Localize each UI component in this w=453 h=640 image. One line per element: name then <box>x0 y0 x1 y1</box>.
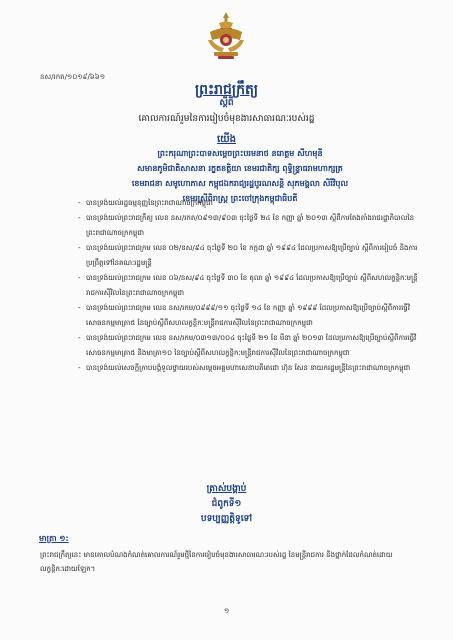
decides-heading: ត្រាស់បង្គាប់ <box>206 484 247 494</box>
consideration-item: - បានទ្រង់យល់សេចក្ដីក្រាបបង្គំទូលថ្វាយរបស់សម្ដេចអគ្គមហាសេនាបតីតេជោ ហ៊ុន សែន នាយករដ្ឋមន្ត្រីនៃព្រះរាជាណាចក្រកម្ពុជា <box>78 361 418 376</box>
royal-title-line: ព្រះករុណាព្រះបាទសម្ដេចព្រះបរមនាថ នរោត្ដម សីហមុនី <box>157 149 323 158</box>
consideration-item: - បានទ្រង់យល់រដ្ឋធម្មនុញ្ញនៃព្រះរាជាណាចក្រកម្ពុជា <box>78 196 418 211</box>
consideration-item: - បានទ្រង់យល់ព្រះរាជក្រម លេខ ០២/នស/៩៤ ចុះថ្ងៃទី ២០ ខែ កក្កដា ឆ្នាំ ១៩៩៤ ដែលប្រកាសឱ្យប្រើច្បាប់ ស្ដីពីការរៀបចំ និងការប្រព្រឹត្តទៅនៃគណៈរដ្ឋមន្ត្រី <box>78 241 418 271</box>
page-number: ១ <box>223 607 230 615</box>
article-text: ព្រះរាជក្រឹត្យនេះ មានគោលបំណងកំណត់គោលការណ៍រួមថ្មីនៃការរៀបចំមុខងារសាធារណៈរបស់រដ្ឋ នៃមន្ត្រីរាជការ និងថ្នាក់ដែលកំណត់ដោយលក្ខន្តិកៈដោយឡែក។ <box>40 551 393 573</box>
consideration-item: - បានទ្រង់យល់ព្រះរាជក្រឹត្យ លេខ នស/រកត/០៩១៣/៩០៣ ចុះថ្ងៃទី ២៤ ខែ កញ្ញា ឆ្នាំ ២០១៣ ស្ដីពីការតែងតាំងរាជរដ្ឋាភិបាលនៃព្រះរាជាណាចក្រកម្ពុជា <box>78 211 418 241</box>
consideration-item: - បានទ្រង់យល់ព្រះរាជក្រម លេខ ០៦/នស/៩៤ ចុះថ្ងៃទី ៣០ ខែ តុលា ឆ្នាំ ១៩៩៤ ដែលប្រកាសឱ្យប្រើច្បាប់ ស្ដីពីសហលក្ខន្តិកៈមន្ត្រីរាជការស៊ីវិលនៃព្រះរាជាណាចក្រកម្ពុជា <box>78 271 418 301</box>
royal-title-line: ខេមរាជនា សមូហោភាស កម្ពុជឯករាជ្យរដ្ឋបូរណសន្តិ សុភមង្គលា សិរីវិបុល <box>131 179 349 188</box>
consideration-item: - បានទ្រង់យល់ព្រះរាជក្រម លេខ នស/រកម/០៩៩៩/១១ ចុះថ្ងៃទី ១៤ ខែ កញ្ញា ឆ្នាំ ១៩៩៩ ដែលប្រកាសឱ្យប្រើច្បាប់ស្ដីពីការធ្វើវិសោធនកម្មមាត្រា៥ នៃច្បាប់ស្ដីពីសហលក្ខន្តិកៈមន្ត្រីរាជការស៊ីវិលនៃព្រះរាជាណាចក្រកម្ពុជា <box>78 301 418 331</box>
royal-emblem-icon <box>202 10 250 62</box>
chapter-title: បទប្បញ្ញត្តិទូទៅ <box>200 514 253 524</box>
consideration-item: - បានទ្រង់យល់ព្រះរាជក្រម លេខ នស/រកម/០៣១៣/០០៤ ចុះថ្ងៃទី ២១ ខែ មីនា ឆ្នាំ ២០១៣ ដែលប្រកាសឱ្យប្រើច្បាប់ស្ដីពីការធ្វើវិសោធនកម្មមាត្រា៥ និងមាត្រា១០ នៃច្បាប់ស្ដីពីសហលក្ខន្តិកៈមន្ត្រីរាជការស៊ីវិលនៃព្រះរាជាណាចក្រកម្ពុជា <box>78 331 418 361</box>
considerations-list <box>78 196 418 376</box>
reference-number: នស/រកត/១០១៩/៦៦១ <box>40 73 106 81</box>
document-subject: គោលការណ៍រួមនៃការរៀបចំមុខងារសាធារណៈរបស់រដ្ឋ <box>138 114 315 124</box>
seen-heading: យើង <box>216 134 237 145</box>
document-subtitle: ស្ដីពី <box>219 98 234 108</box>
article-label: មាត្រា ១: <box>39 534 69 543</box>
document-title: ព្រះរាជក្រឹត្យ <box>194 82 259 98</box>
chapter-heading: ជំពូកទី១ <box>211 499 242 509</box>
royal-title-line: សមានភូមិជាតិសាសនា រក្ខតខត្តិយា ខេមរជាតិក្ស ពុទ្ធិន្ទ្រាធរាមហាក្សត្រ <box>137 164 343 173</box>
royal-title-line: ខេមរស្រីពិរាស្ត្រ ព្រះចៅក្រុងកម្ពុជាធិបតី <box>182 194 298 203</box>
